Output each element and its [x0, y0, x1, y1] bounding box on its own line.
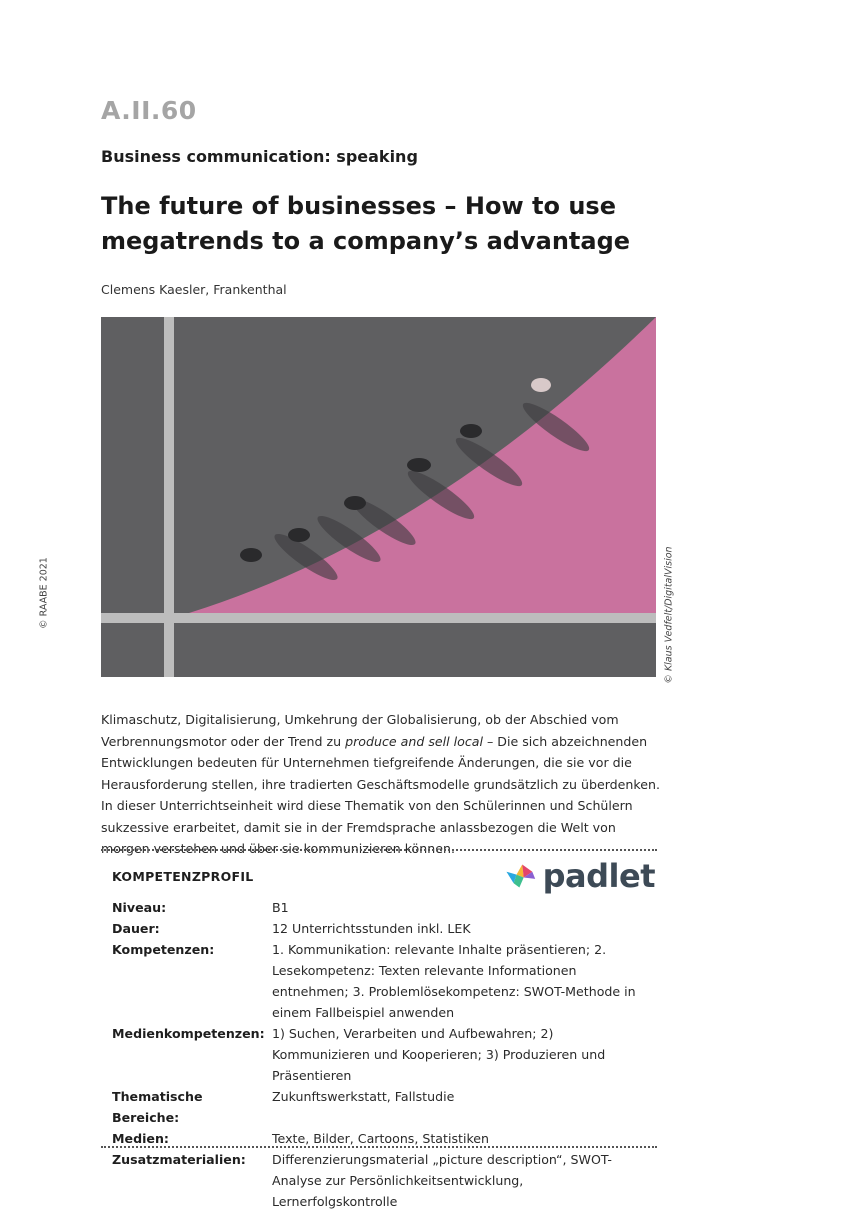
intro-text-1: Klimaschutz, Digitalisierung, Umkehrung der Globalisierung, ob der Abschied vom Verbrennungsmotor oder der Trend zu	[101, 712, 619, 749]
padlet-bird-icon	[505, 856, 537, 896]
walker	[288, 528, 310, 542]
cover-photo	[101, 317, 656, 677]
profile-row-medienkompetenzen	[112, 1023, 642, 1086]
profile-value: Zukunftswerkstatt, Fallstudie	[272, 1089, 455, 1104]
top-divider	[101, 849, 657, 851]
walker	[407, 458, 431, 472]
profile-row-niveau	[112, 897, 642, 918]
profile-label: Thematische Bereiche:	[112, 1089, 203, 1125]
profile-value: Differenzierungsmaterial „picture description“, SWOT-Analyse zur Persönlichkeitsentwicklung, Lernerfolgskontrolle	[272, 1152, 612, 1209]
profile-value: 12 Unterrichtsstunden inkl. LEK	[272, 921, 471, 936]
intro-emphasis: produce and sell local	[345, 733, 483, 749]
profile-label: Zusatzmaterialien:	[112, 1152, 246, 1167]
profile-row-dauer	[112, 918, 642, 939]
bottom-divider	[101, 1146, 657, 1148]
intro-paragraph	[101, 709, 661, 860]
profile-heading: KOMPETENZPROFIL	[112, 869, 254, 884]
intro-text-2: – Die sich abzeichnenden Entwicklungen bedeuten für Unternehmen tiefgreifende Änderungen, die sie vor die Herausforderung stellen, ihre tradierten Geschäftsmodelle grundsätzlich zu überdenken. In dieser Unterrichtseinheit wird diese Thematik von den Schülerinnen und Schülern sukzessive erarbeitet, damit sie in der Fremdsprache anlassbezogen die Welt von morgen verstehen und über sie kommunizieren können.	[101, 733, 660, 856]
padlet-logo-text: padlet	[542, 857, 655, 895]
document-title: The future of businesses – How to use megatrends to a company’s advantage	[101, 192, 631, 255]
profile-label: Niveau:	[112, 900, 167, 915]
document-subtitle: Business communication: speaking	[101, 147, 418, 166]
publisher-copyright: © RAABE 2021	[38, 557, 50, 629]
walker	[531, 378, 551, 392]
walker	[344, 496, 366, 510]
profile-row-bereiche	[112, 1086, 642, 1128]
photo-credit: © Klaus Vedfelt/DigitalVision	[663, 546, 675, 684]
walker	[460, 424, 482, 438]
profile-row-zusatzmaterialien	[112, 1149, 642, 1212]
profile-value: B1	[272, 900, 289, 915]
padlet-logo	[505, 852, 655, 900]
profile-label: Medienkompetenzen:	[112, 1026, 265, 1041]
competence-profile	[112, 897, 642, 1212]
document-code: A.II.60	[101, 96, 197, 125]
profile-value: 1. Kommunikation: relevante Inhalte präsentieren; 2. Lesekompetenz: Texten relevante Informationen entnehmen; 3. Problemlösekompetenz: SWOT-Methode in einem Fallbeispiel anwenden	[272, 942, 636, 1020]
profile-label: Kompetenzen:	[112, 942, 215, 957]
author-line: Clemens Kaesler, Frankenthal	[101, 282, 287, 297]
profile-row-kompetenzen	[112, 939, 642, 1023]
photo-horizontal-line	[101, 613, 656, 623]
profile-value: 1) Suchen, Verarbeiten und Aufbewahren; 2) Kommunizieren und Kooperieren; 3) Produzieren und Präsentieren	[272, 1026, 606, 1083]
walker	[240, 548, 262, 562]
profile-value: Texte, Bilder, Cartoons, Statistiken	[272, 1131, 490, 1146]
profile-label: Dauer:	[112, 921, 160, 936]
profile-label: Medien:	[112, 1131, 169, 1146]
